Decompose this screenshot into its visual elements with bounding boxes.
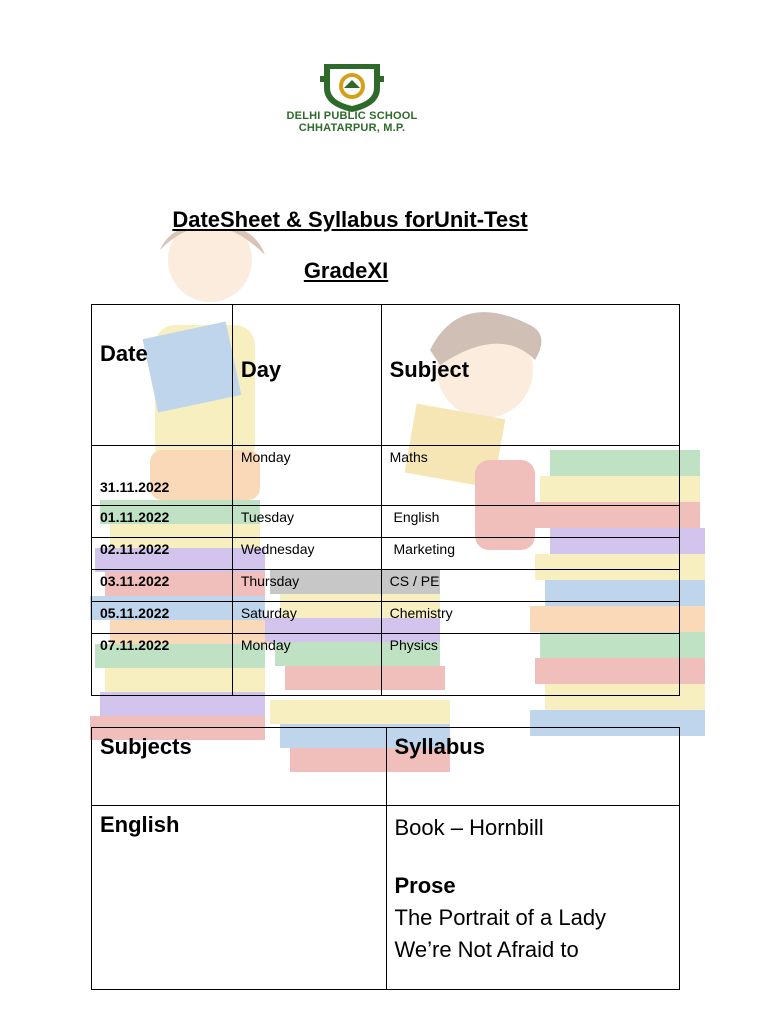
cell-subject: Chemistry — [381, 602, 679, 634]
header-subject: Subject — [381, 305, 679, 446]
syllabus-section: Prose — [394, 873, 456, 898]
table-row — [92, 506, 680, 538]
syllabus-item: We’re Not Afraid to — [394, 937, 579, 962]
cell-syllabus — [386, 806, 680, 990]
cell-date: 31.11.2022 — [92, 446, 233, 506]
syllabus-header-row — [92, 728, 680, 806]
cell-day: Wednesday — [232, 538, 381, 570]
cell-day: Thursday — [232, 570, 381, 602]
header-date: Date — [92, 305, 233, 446]
table-row — [92, 634, 680, 696]
cell-subject: English — [381, 506, 679, 538]
cell-subject: Maths — [381, 446, 679, 506]
grade-title: GradeXI — [303, 258, 389, 283]
cell-subject: Physics — [381, 634, 679, 696]
cell-day: Saturday — [232, 602, 381, 634]
syllabus-item: The Portrait of a Lady — [394, 905, 607, 930]
cell-subject: Marketing — [381, 538, 679, 570]
cell-day: Monday — [232, 634, 381, 696]
syllabus-table — [91, 727, 680, 990]
cell-subject: CS / PE — [381, 570, 679, 602]
cell-date: 03.11.2022 — [92, 570, 233, 602]
syllabus-book: Book – Hornbill — [394, 815, 544, 840]
header-subjects: Subjects — [92, 728, 387, 806]
cell-date: 05.11.2022 — [92, 602, 233, 634]
header-day: Day — [232, 305, 381, 446]
datesheet-table — [91, 304, 680, 696]
table-row — [92, 538, 680, 570]
cell-subject: English — [92, 806, 387, 990]
header-syllabus: Syllabus — [386, 728, 680, 806]
page-title: DateSheet & Syllabus forUnit-Test — [172, 207, 528, 232]
cell-day: Tuesday — [232, 506, 381, 538]
table-row — [92, 446, 680, 506]
table-row — [92, 806, 680, 990]
school-name-line2: CHHATARPUR, M.P. — [298, 122, 406, 134]
cell-day: Monday — [232, 446, 381, 506]
school-name — [240, 110, 464, 134]
table-row — [92, 602, 680, 634]
school-crest-icon — [318, 58, 386, 114]
cell-date: 02.11.2022 — [92, 538, 233, 570]
cell-date: 07.11.2022 — [92, 634, 233, 696]
school-name-line1: DELHI PUBLIC SCHOOL — [286, 110, 418, 122]
datesheet-header-row — [92, 305, 680, 446]
table-row — [92, 570, 680, 602]
cell-date: 01.11.2022 — [92, 506, 233, 538]
